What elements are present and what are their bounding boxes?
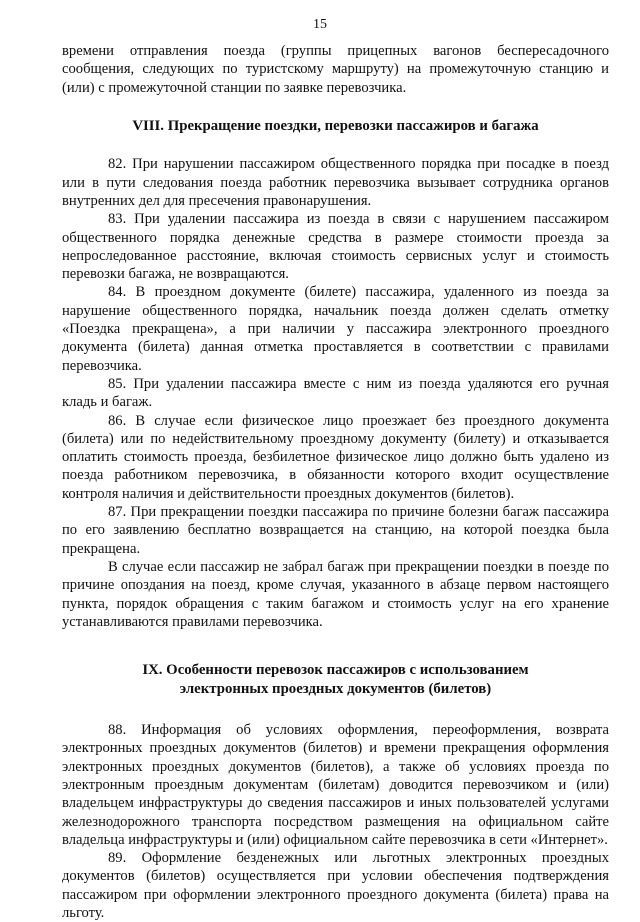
- document-body: [62, 42, 609, 922]
- section-9-heading-line-2: электронных проездных документов (билетов): [179, 680, 492, 697]
- paragraph-86: 86. В случае если физическое лицо проезжает без проездного документа (билета) или по недействительному проездному документу (билету) и отказывается оплатить стоимость проезда, безбилетное физическое лицо должно быть удалено из поезда работником перевозчика, в обязанности которого входит осуществление контроля наличия и действительности проездных документов (билетов).: [62, 412, 609, 502]
- paragraph-84: 84. В проездном документе (билете) пассажира, удаленного из поезда за нарушение общественного порядка, начальник поезда должен сделать отметку «Поездка прекращена», а при наличии у пассажира электронного проездного документа (билета) данная отметка проставляется в соответствии с правилами перевозчика.: [62, 284, 609, 374]
- paragraph-88: 88. Информация об условиях оформления, переоформления, возврата электронных проездных документов (билетов) и времени прекращения оформления электронных проездных документов (билетов), а также об условиях проезда по электронным проездным документам (билетам) доводится перевозчиком и (или) владельцем инфраструктуры до сведения пассажиров и иных пользователей услугами железнодорожного транспорта посредством размещения на официальном сайте владельца инфраструктуры и (или) официальном сайте перевозчика в сети «Интернет».: [62, 722, 609, 848]
- page-number: 15: [313, 17, 327, 32]
- intro-paragraph: времени отправления поезда (группы прицепных вагонов беспересадочного сообщения, следующих по туристскому маршруту) на промежуточную станцию и (или) с промежуточной станции по заявке перевозчика.: [62, 43, 609, 96]
- paragraph-87: 87. При прекращении поездки пассажира по причине болезни багаж пассажира по его заявлению бесплатно возвращается на станцию, на которой поездка была прекращена.: [62, 504, 609, 557]
- paragraph-87-second: В случае если пассажир не забрал багаж при прекращении поездки в поезде по причине опоздания на поезд, кроме случая, указанного в абзаце первом настоящего пункта, порядок обращения с таким багажом и стоимость услуг на его хранение устанавливаются правилами перевозчика.: [62, 558, 609, 630]
- section-9-heading-line-1: IX. Особенности перевозок пассажиров с использованием: [142, 662, 529, 679]
- section-9-heading: [62, 661, 609, 698]
- paragraph-85: 85. При удалении пассажира вместе с ним из поезда удаляются его ручная кладь и багаж.: [62, 375, 609, 411]
- paragraph-89: 89. Оформление безденежных или льготных электронных проездных документов (билетов) осуществляется при условии обеспечения подтверждения пассажиром при оформлении электронного проездного документа (билета) права на льготу.: [62, 850, 609, 922]
- paragraph-83: 83. При удалении пассажира из поезда в связи с нарушением пассажиром общественного порядка денежные средства в размере стоимости проезда за непроследованное расстояние, включая стоимость сервисных услуг и стоимость перевозки багажа, не возвращаются.: [62, 211, 609, 283]
- paragraph-82: 82. При нарушении пассажиром общественного порядка при посадке в поезд или в пути следования поезда работник перевозчика вызывает сотрудника органов внутренних дел для пресечения правонарушения.: [62, 156, 609, 209]
- section-8-heading: VIII. Прекращение поездки, перевозки пассажиров и багажа: [132, 117, 539, 134]
